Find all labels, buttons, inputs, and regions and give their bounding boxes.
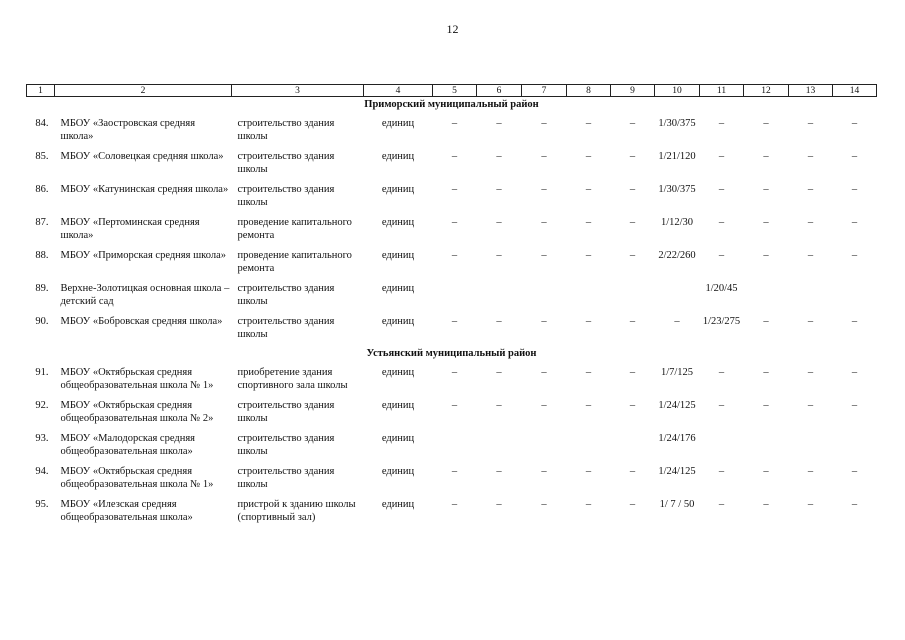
value-cell-col-13 <box>789 430 833 463</box>
institution-name: МБОУ «Пертоминская средняя школа» <box>60 217 200 241</box>
value-cell-col-11: – <box>718 151 725 162</box>
value-cell-col-5: – <box>451 184 458 195</box>
work-type: проведение капитального ремонта <box>237 250 352 274</box>
value-cell-col-8: – <box>585 400 592 411</box>
measurement-unit: единиц <box>381 499 415 510</box>
value-cell-col-11 <box>700 430 744 463</box>
program-table <box>26 84 877 529</box>
value-cell-col-14: – <box>851 151 858 162</box>
measurement-unit: единиц <box>381 466 415 477</box>
value-cell-col-13: – <box>807 367 814 378</box>
table-row <box>27 214 877 247</box>
value-cell-col-6 <box>477 280 522 313</box>
value-cell-col-10 <box>655 280 700 313</box>
value-cell-col-9: – <box>629 118 636 129</box>
value-cell-col-11: – <box>718 118 725 129</box>
column-number-2: 2 <box>55 85 232 97</box>
value-cell-col-7: – <box>541 151 547 162</box>
value-cell-col-14: – <box>851 217 858 228</box>
value-cell-col-7: – <box>541 118 547 129</box>
value-cell-col-11: – <box>718 499 725 510</box>
work-type: проведение капитального ремонта <box>237 217 352 241</box>
value-cell-col-11: – <box>718 367 725 378</box>
page-number: 12 <box>446 22 459 36</box>
table-row <box>27 181 877 214</box>
value-cell-col-9: – <box>629 367 636 378</box>
row-number: 85. <box>35 151 49 162</box>
value-cell-col-8: – <box>585 184 592 195</box>
value-cell-col-6: – <box>496 499 502 510</box>
value-cell-col-9 <box>611 280 655 313</box>
value-cell-col-14: – <box>851 184 858 195</box>
institution-name: МБОУ «Заостровская средняя школа» <box>60 118 196 142</box>
measurement-unit: единиц <box>381 184 415 195</box>
value-cell-col-9: – <box>629 250 636 261</box>
table-row <box>27 397 877 430</box>
value-cell-col-12 <box>744 430 789 463</box>
value-cell-col-5: – <box>451 400 458 411</box>
institution-name: МБОУ «Малодорская средняя общеобразовательная школа» <box>60 433 195 457</box>
column-number-13: 13 <box>789 85 833 97</box>
row-number: 94. <box>35 466 49 477</box>
row-number: 90. <box>35 316 49 327</box>
measurement-unit: единиц <box>381 433 415 444</box>
work-type: строительство здания школы <box>237 118 335 142</box>
table-row <box>27 496 877 529</box>
institution-name: МБОУ «Октябрьская средняя общеобразовательная школа № 2» <box>60 400 214 424</box>
institution-name: МБОУ «Бобровская средняя школа» <box>60 316 223 327</box>
value-cell-col-12: – <box>763 118 769 129</box>
column-number-14: 14 <box>833 85 877 97</box>
value-cell-col-8: – <box>585 250 592 261</box>
value-cell-col-14: – <box>851 316 858 327</box>
value-cell-col-9: – <box>629 184 636 195</box>
table-row <box>27 148 877 181</box>
value-cell-col-7: – <box>541 217 547 228</box>
measurement-unit: единиц <box>381 118 415 129</box>
value-cell-col-13: – <box>807 400 814 411</box>
value-cell-col-11: – <box>718 400 725 411</box>
value-cell-col-10: 1/24/125 <box>658 400 696 411</box>
value-cell-col-11: 1/20/45 <box>705 283 738 294</box>
institution-name: МБОУ «Катунинская средняя школа» <box>60 184 229 195</box>
value-cell-col-14: – <box>851 466 858 477</box>
value-cell-col-5: – <box>451 217 458 228</box>
value-cell-col-9: – <box>629 466 636 477</box>
section-title: Приморский муниципальный район <box>364 99 539 110</box>
measurement-unit: единиц <box>381 217 415 228</box>
column-number-10: 10 <box>655 85 700 97</box>
institution-name: МБОУ «Октябрьская средняя общеобразовательная школа № 1» <box>60 466 214 490</box>
value-cell-col-8: – <box>585 151 592 162</box>
value-cell-col-11: – <box>718 184 725 195</box>
section-title: Устьянский муниципальный район <box>366 348 537 359</box>
work-type: строительство здания школы <box>237 184 335 208</box>
value-cell-col-11: – <box>718 250 725 261</box>
value-cell-col-6: – <box>496 118 502 129</box>
column-number-1: 1 <box>27 85 55 97</box>
value-cell-col-7: – <box>541 316 547 327</box>
table-row <box>27 430 877 463</box>
value-cell-col-12: – <box>763 466 769 477</box>
work-type: строительство здания школы <box>237 433 335 457</box>
value-cell-col-12: – <box>763 499 769 510</box>
value-cell-col-8: – <box>585 217 592 228</box>
value-cell-col-13: – <box>807 151 814 162</box>
measurement-unit: единиц <box>381 283 415 294</box>
value-cell-col-7: – <box>541 499 547 510</box>
column-number-row <box>27 85 877 97</box>
value-cell-col-14: – <box>851 367 858 378</box>
value-cell-col-5: – <box>451 118 458 129</box>
value-cell-col-6 <box>477 430 522 463</box>
work-type: строительство здания школы <box>237 400 335 424</box>
table-body <box>27 97 877 530</box>
value-cell-col-9: – <box>629 316 636 327</box>
column-number-11: 11 <box>700 85 744 97</box>
column-number-7: 7 <box>522 85 567 97</box>
value-cell-col-5: – <box>451 499 458 510</box>
value-cell-col-9 <box>611 430 655 463</box>
column-number-5: 5 <box>433 85 477 97</box>
value-cell-col-9: – <box>629 499 636 510</box>
row-number: 89. <box>35 283 49 294</box>
value-cell-col-10: 1/30/375 <box>658 184 696 195</box>
value-cell-col-12 <box>744 280 789 313</box>
row-number: 87. <box>35 217 49 228</box>
value-cell-col-13: – <box>807 217 814 228</box>
value-cell-col-8: – <box>585 499 592 510</box>
value-cell-col-6: – <box>496 367 502 378</box>
value-cell-col-14: – <box>851 250 858 261</box>
column-number-3: 3 <box>232 85 364 97</box>
row-number: 88. <box>35 250 49 261</box>
value-cell-col-10: 1/7/125 <box>660 367 694 378</box>
value-cell-col-10: 2/22/260 <box>658 250 696 261</box>
value-cell-col-13: – <box>807 118 814 129</box>
table-row <box>27 115 877 148</box>
value-cell-col-10: – <box>674 316 680 327</box>
value-cell-col-7: – <box>541 400 547 411</box>
value-cell-col-12: – <box>763 217 769 228</box>
value-cell-col-8 <box>567 430 611 463</box>
value-cell-col-10: 1/30/375 <box>658 118 696 129</box>
value-cell-col-6: – <box>496 217 502 228</box>
value-cell-col-5: – <box>451 466 458 477</box>
institution-name: Верхне-Золотицкая основная школа – детский сад <box>60 283 230 307</box>
value-cell-col-8: – <box>585 316 592 327</box>
value-cell-col-5 <box>433 280 477 313</box>
column-number-4: 4 <box>364 85 433 97</box>
column-number-9: 9 <box>611 85 655 97</box>
value-cell-col-7 <box>522 430 567 463</box>
section-header-row <box>27 97 877 116</box>
row-number: 86. <box>35 184 49 195</box>
value-cell-col-9: – <box>629 217 636 228</box>
value-cell-col-6: – <box>496 316 502 327</box>
measurement-unit: единиц <box>381 151 415 162</box>
value-cell-col-5: – <box>451 316 458 327</box>
institution-name: МБОУ «Соловецкая средняя школа» <box>60 151 224 162</box>
value-cell-col-14 <box>833 280 877 313</box>
value-cell-col-5 <box>433 430 477 463</box>
work-type: строительство здания школы <box>237 283 335 307</box>
table-row <box>27 280 877 313</box>
table-row <box>27 463 877 496</box>
value-cell-col-10: 1/21/120 <box>658 151 696 162</box>
value-cell-col-6: – <box>496 466 502 477</box>
value-cell-col-7: – <box>541 250 547 261</box>
value-cell-col-6: – <box>496 184 502 195</box>
measurement-unit: единиц <box>381 250 415 261</box>
table-row <box>27 247 877 280</box>
value-cell-col-9: – <box>629 400 636 411</box>
work-type: приобретение здания спортивного зала школы <box>237 367 348 391</box>
value-cell-col-12: – <box>763 151 769 162</box>
value-cell-col-5: – <box>451 151 458 162</box>
row-number: 93. <box>35 433 49 444</box>
table-row <box>27 313 877 346</box>
value-cell-col-10: 1/12/30 <box>660 217 694 228</box>
value-cell-col-14: – <box>851 400 858 411</box>
value-cell-col-12: – <box>763 250 769 261</box>
measurement-unit: единиц <box>381 400 415 411</box>
value-cell-col-11: – <box>718 466 725 477</box>
value-cell-col-5: – <box>451 250 458 261</box>
value-cell-col-13: – <box>807 466 814 477</box>
value-cell-col-12: – <box>763 367 769 378</box>
value-cell-col-8 <box>567 280 611 313</box>
value-cell-col-10: 1/ 7 / 50 <box>659 499 695 510</box>
value-cell-col-6: – <box>496 250 502 261</box>
value-cell-col-7: – <box>541 367 547 378</box>
row-number: 84. <box>35 118 49 129</box>
value-cell-col-8: – <box>585 367 592 378</box>
column-number-8: 8 <box>567 85 611 97</box>
table-row <box>27 364 877 397</box>
value-cell-col-13: – <box>807 184 814 195</box>
institution-name: МБОУ «Приморская средняя школа» <box>60 250 227 261</box>
measurement-unit: единиц <box>381 367 415 378</box>
value-cell-col-14 <box>833 430 877 463</box>
value-cell-col-7 <box>522 280 567 313</box>
work-type: строительство здания школы <box>237 316 335 340</box>
value-cell-col-12: – <box>763 184 769 195</box>
value-cell-col-11: – <box>718 217 725 228</box>
value-cell-col-6: – <box>496 400 502 411</box>
value-cell-col-11: 1/23/275 <box>702 316 741 327</box>
work-type: строительство здания школы <box>237 151 335 175</box>
value-cell-col-12: – <box>763 400 769 411</box>
value-cell-col-7: – <box>541 466 547 477</box>
value-cell-col-8: – <box>585 118 592 129</box>
value-cell-col-12: – <box>763 316 769 327</box>
institution-name: МБОУ «Илезская средняя общеобразовательная школа» <box>60 499 193 523</box>
value-cell-col-13: – <box>807 316 814 327</box>
value-cell-col-5: – <box>451 367 458 378</box>
value-cell-col-10: 1/24/176 <box>658 433 696 444</box>
row-number: 95. <box>35 499 49 510</box>
row-number: 92. <box>35 400 49 411</box>
measurement-unit: единиц <box>381 316 415 327</box>
column-number-6: 6 <box>477 85 522 97</box>
section-header-row <box>27 346 877 364</box>
value-cell-col-13: – <box>807 250 814 261</box>
work-type: пристрой к зданию школы (спортивный зал) <box>237 499 356 523</box>
value-cell-col-9: – <box>629 151 636 162</box>
value-cell-col-14: – <box>851 118 858 129</box>
institution-name: МБОУ «Октябрьская средняя общеобразовательная школа № 1» <box>60 367 214 391</box>
work-type: строительство здания школы <box>237 466 335 490</box>
value-cell-col-10: 1/24/125 <box>658 466 696 477</box>
program-table-wrapper <box>26 84 876 529</box>
value-cell-col-8: – <box>585 466 592 477</box>
row-number: 91. <box>35 367 49 378</box>
value-cell-col-7: – <box>541 184 547 195</box>
column-number-12: 12 <box>744 85 789 97</box>
value-cell-col-13 <box>789 280 833 313</box>
value-cell-col-14: – <box>851 499 858 510</box>
value-cell-col-13: – <box>807 499 814 510</box>
value-cell-col-6: – <box>496 151 502 162</box>
